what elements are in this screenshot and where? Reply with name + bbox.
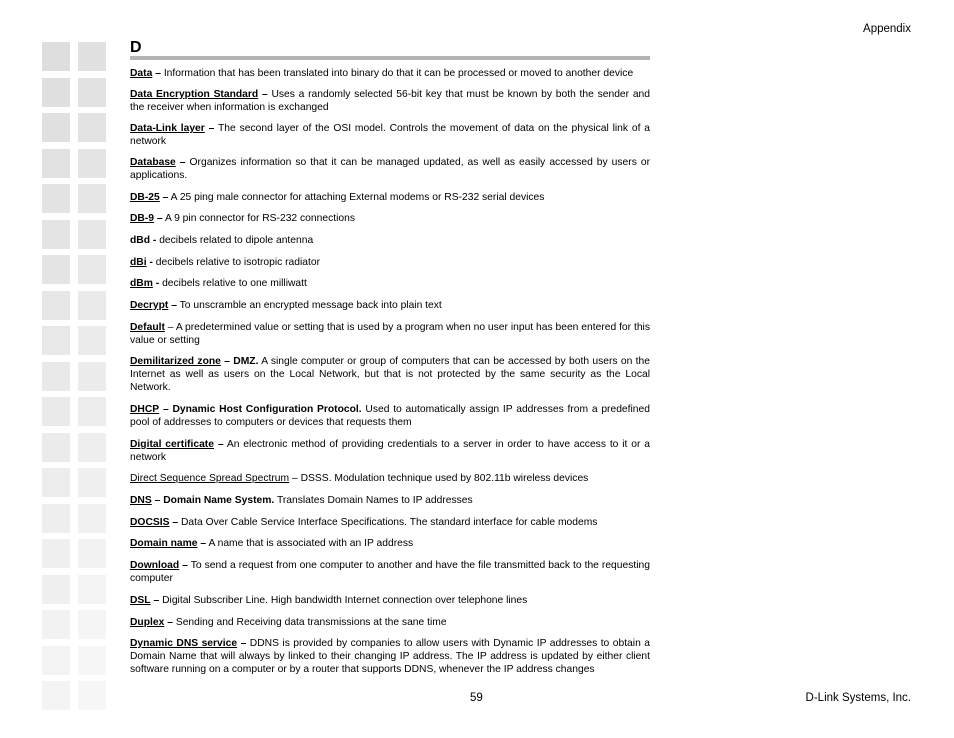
glossary-term: Demilitarized zone — [130, 356, 221, 367]
glossary-term: Direct Sequence Spread Spectrum — [130, 473, 290, 484]
glossary-definition: To send a request from one computer to another and have the file transmitted back to the requesting computer — [130, 560, 650, 584]
decorative-square — [42, 326, 70, 355]
glossary-definition: A 9 pin connector for RS-232 connections — [164, 213, 355, 224]
term-separator: – — [224, 356, 230, 367]
decorative-square — [42, 681, 70, 710]
glossary-definition: A predetermined value or setting that is used by a program when no user input has been entered for this value or setting — [130, 322, 650, 346]
glossary-entry — [130, 616, 650, 629]
term-separator: – — [154, 495, 161, 506]
decorative-square — [42, 539, 70, 568]
decorative-square — [42, 575, 70, 604]
glossary-term: DOCSIS — [130, 517, 170, 528]
term-separator: – — [153, 595, 160, 606]
decorative-square — [42, 78, 70, 107]
glossary-entry — [130, 191, 650, 204]
decorative-square — [42, 184, 70, 213]
decorative-square — [78, 504, 106, 533]
glossary-term: DB-25 — [130, 192, 160, 203]
decorative-square — [78, 113, 106, 142]
glossary-entry — [130, 494, 650, 507]
term-separator: – — [162, 404, 169, 415]
term-separator: - — [155, 278, 160, 289]
term-separator: - — [152, 235, 157, 246]
decorative-square — [42, 468, 70, 497]
glossary-term: Decrypt — [130, 300, 169, 311]
running-header: Appendix — [863, 23, 911, 35]
term-separator: – — [167, 617, 173, 628]
glossary-definition: A 25 ping male connector for attaching External modems or RS-232 serial devices — [170, 192, 545, 203]
decorative-square — [78, 42, 106, 71]
glossary-definition: A single computer or group of computers that can be accessed by both users on the Internet as well as users on the Local Network, but that is not protected by the same security as the Local Network. — [130, 356, 650, 393]
glossary-term: Data Encryption Standard — [130, 89, 259, 100]
decorative-square — [78, 433, 106, 462]
term-separator: – — [167, 322, 174, 333]
decorative-square — [78, 397, 106, 426]
glossary-definition: A name that is associated with an IP address — [208, 538, 414, 549]
decorative-square — [78, 149, 106, 178]
decorative-square — [78, 575, 106, 604]
decorative-square — [42, 291, 70, 320]
glossary-entry — [130, 321, 650, 347]
decorative-square — [42, 433, 70, 462]
decorative-square — [42, 504, 70, 533]
glossary-definition: To unscramble an encrypted message back into plain text — [179, 300, 442, 311]
section-divider — [130, 56, 650, 60]
decorative-square — [42, 113, 70, 142]
glossary-entry — [130, 559, 650, 585]
glossary-term: Data — [130, 68, 153, 79]
glossary-entry — [130, 212, 650, 225]
glossary-term: dBm — [130, 278, 153, 289]
glossary-entry — [130, 594, 650, 607]
term-separator: – — [200, 538, 207, 549]
glossary-definition: Organizes information so that it can be managed updated, as well as easily accessed by users or applications. — [130, 157, 650, 181]
decorative-square — [42, 362, 70, 391]
decorative-square — [78, 78, 106, 107]
decorative-square — [42, 220, 70, 249]
term-separator: – — [261, 89, 268, 100]
glossary-entry — [130, 256, 650, 269]
decorative-square — [78, 220, 106, 249]
glossary-term: DHCP — [130, 404, 160, 415]
decorative-square — [78, 646, 106, 675]
glossary-term: Dynamic DNS service — [130, 638, 238, 649]
decorative-square — [78, 610, 106, 639]
glossary-definition: Translates Domain Names to IP addresses — [276, 495, 473, 506]
decorative-square — [78, 184, 106, 213]
glossary-term: Download — [130, 560, 180, 571]
company-name: D-Link Systems, Inc. — [805, 692, 911, 704]
glossary-entry — [130, 156, 650, 182]
glossary-definition: Sending and Receiving data transmissions at the sane time — [175, 617, 447, 628]
glossary-term: dBd — [130, 235, 151, 246]
page-number: 59 — [470, 692, 483, 704]
decorative-square — [78, 539, 106, 568]
glossary-definition: DDNS is provided by companies to allow users with Dynamic IP addresses to obtain a Domain Name that will always by linked to their changing IP address. The IP address is updated by either client software running on a computer or by a router that supports DDNS, whenever the IP address changes — [130, 638, 650, 675]
glossary-definition: Data Over Cable Service Interface Specifications. The standard interface for cable modems — [180, 517, 598, 528]
term-separator: – — [155, 68, 161, 79]
glossary-entry — [130, 299, 650, 312]
glossary-entry — [130, 355, 650, 394]
glossary-entry — [130, 637, 650, 676]
glossary-entry — [130, 537, 650, 550]
term-expansion: Dynamic Host Configuration Protocol. — [172, 404, 362, 415]
decorative-square — [42, 255, 70, 284]
glossary-definition: DSSS. Modulation technique used by 802.11b wireless devices — [300, 473, 589, 484]
glossary-term: Digital certificate — [130, 439, 214, 450]
glossary-term: Database — [130, 157, 176, 168]
glossary-entry — [130, 438, 650, 464]
term-separator: – — [179, 157, 186, 168]
term-separator: – — [172, 517, 179, 528]
glossary-term: Domain name — [130, 538, 198, 549]
decorative-square — [78, 291, 106, 320]
glossary-term: DSL — [130, 595, 151, 606]
term-expansion: Domain Name System. — [163, 495, 275, 506]
decorative-square — [42, 646, 70, 675]
glossary-definition: Digital Subscriber Line. High bandwidth Internet connection over telephone lines — [162, 595, 528, 606]
glossary-list — [130, 67, 650, 676]
term-abbreviation: DMZ. — [233, 356, 259, 367]
glossary-definition: The second layer of the OSI model. Controls the movement of data on the physical link of a network — [130, 123, 650, 147]
decorative-square — [42, 397, 70, 426]
decorative-square — [42, 42, 70, 71]
term-separator: - — [149, 257, 153, 268]
term-separator: – — [156, 213, 163, 224]
glossary-entry — [130, 277, 650, 290]
glossary-entry — [130, 67, 650, 80]
decorative-square — [78, 468, 106, 497]
term-separator: – — [240, 638, 247, 649]
glossary-term: DB-9 — [130, 213, 155, 224]
decorative-square — [78, 255, 106, 284]
glossary-definition: Uses a randomly selected 56-bit key that must be known by both the sender and the receiver when information is exchanged — [130, 89, 650, 113]
glossary-entry — [130, 88, 650, 114]
glossary-term: dBi — [130, 257, 147, 268]
decorative-square — [78, 362, 106, 391]
glossary-entry — [130, 122, 650, 148]
glossary-entry — [130, 516, 650, 529]
decorative-square — [42, 149, 70, 178]
decorative-square — [78, 681, 106, 710]
glossary-term: DNS — [130, 495, 152, 506]
glossary-definition: decibels relative to one milliwatt — [162, 278, 307, 289]
decorative-square — [78, 326, 106, 355]
glossary-term: Default — [130, 322, 165, 333]
glossary-term: Duplex — [130, 617, 165, 628]
glossary-definition: An electronic method of providing credentials to a server in order to have access to it or a network — [130, 439, 650, 463]
glossary-definition: Used to automatically assign IP addresses from a predefined pool of addresses to computers or devices that requests them — [130, 404, 650, 428]
term-separator: – — [182, 560, 188, 571]
glossary-term: Data-Link layer — [130, 123, 205, 134]
glossary-definition: decibels relative to isotropic radiator — [155, 257, 321, 268]
term-separator: – — [162, 192, 169, 203]
term-separator: – — [292, 473, 298, 484]
glossary-definition: decibels related to dipole antenna — [159, 235, 314, 246]
term-separator: – — [208, 123, 215, 134]
glossary-definition: Information that has been translated into binary do that it can be processed or moved to another device — [163, 68, 634, 79]
glossary-entry — [130, 403, 650, 429]
section-letter: D — [130, 39, 142, 56]
decorative-square — [42, 610, 70, 639]
term-separator: – — [171, 300, 177, 311]
glossary-entry — [130, 234, 650, 247]
term-separator: – — [217, 439, 224, 450]
glossary-entry — [130, 472, 650, 485]
